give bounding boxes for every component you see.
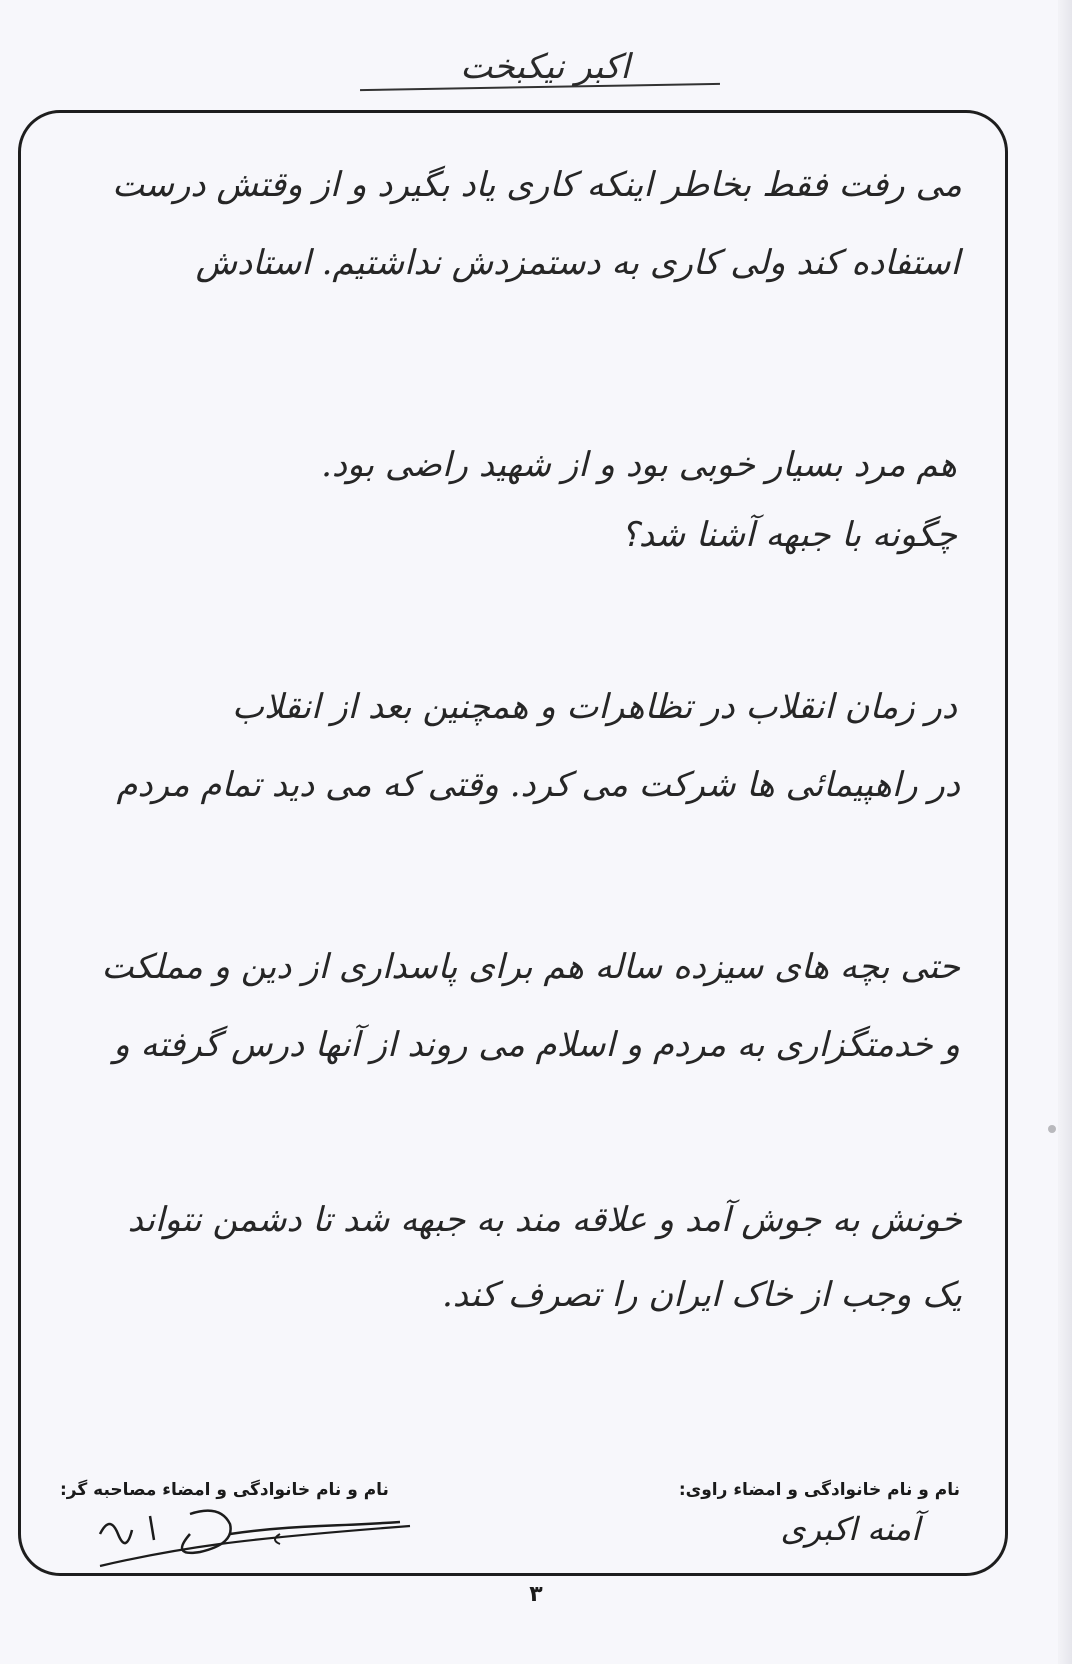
header-name: اکبر نیکبخت — [460, 47, 630, 87]
body-line: یک وجب از خاک ایران را تصرف کند. — [441, 1275, 962, 1315]
interviewer-label: نام و نام خانوادگی و امضاء مصاحبه گر: — [60, 1480, 389, 1500]
narrator-label: نام و نام خانوادگی و امضاء راوی: — [678, 1480, 960, 1500]
body-line: خونش به جوش آمد و علاقه مند به جبهه شد تا دشمن نتواند — [127, 1200, 962, 1240]
rounded-frame — [18, 110, 1008, 1576]
body-line: و خدمتگزاری به مردم و اسلام می روند از آنها درس گرفته و — [113, 1025, 960, 1065]
body-line: در راهپیمائی ها شرکت می کرد. وقتی که می دید تمام مردم — [116, 765, 960, 805]
body-line: چگونه با جبهه آشنا شد؟ — [620, 515, 957, 555]
body-line: حتی بچه های سیزده ساله هم برای پاسداری از دین و مملکت — [101, 947, 960, 987]
body-line: هم مرد بسیار خوبی بود و از شهید راضی بود. — [321, 445, 957, 485]
narrator-name: آمنه اکبری — [780, 1510, 920, 1548]
body-line: می رفت فقط بخاطر اینکه کاری یاد بگیرد و از وقتش درست — [112, 165, 962, 205]
interviewer-signature-image — [80, 1504, 420, 1584]
signature-area — [40, 1480, 980, 1570]
scan-edge — [1058, 0, 1072, 1664]
page-number: ۳ — [529, 1582, 543, 1607]
body-line: استفاده کند ولی کاری به دستمزدش نداشتیم. استادش — [195, 243, 960, 283]
body-line: در زمان انقلاب در تظاهرات و همچنین بعد از انقلاب — [232, 687, 957, 727]
stray-dot — [1048, 1125, 1056, 1133]
